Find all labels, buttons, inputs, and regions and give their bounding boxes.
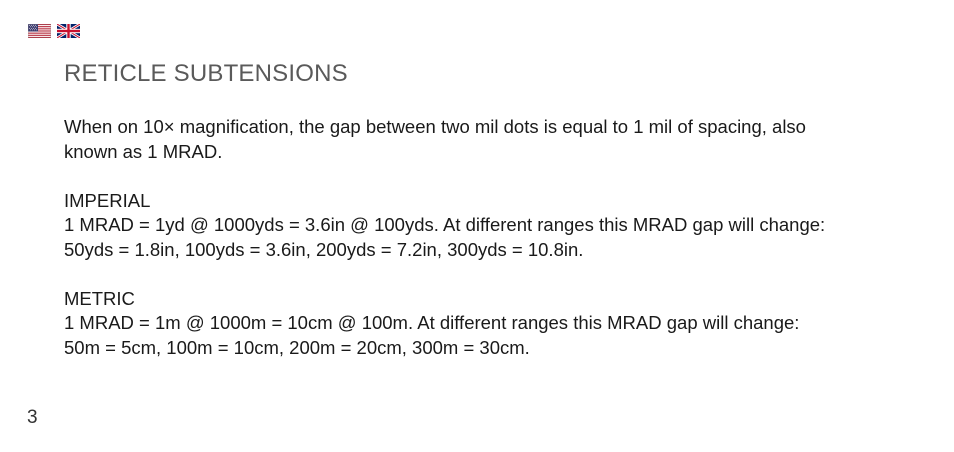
intro-line-1: When on 10× magnification, the gap between two mil dots is equal to 1 mil of spacing, also bbox=[64, 116, 806, 137]
metric-line-2: 50m = 5cm, 100m = 10cm, 200m = 20cm, 300m = 30cm. bbox=[64, 336, 530, 358]
language-selector bbox=[28, 24, 80, 38]
metric-line-1: 1 MRAD = 1m @ 1000m = 10cm @ 100m. At different ranges this MRAD gap will change: bbox=[64, 312, 800, 333]
page-number: 3 bbox=[27, 407, 38, 428]
intro-line-2: known as 1 MRAD. bbox=[64, 140, 223, 162]
spacer bbox=[64, 262, 884, 287]
content-body bbox=[64, 115, 884, 360]
metric-heading: METRIC bbox=[64, 287, 135, 309]
page-title: RETICLE SUBTENSIONS bbox=[64, 60, 348, 87]
uk-flag-icon[interactable] bbox=[57, 24, 80, 38]
imperial-heading: IMPERIAL bbox=[64, 189, 151, 211]
imperial-line-1: 1 MRAD = 1yd @ 1000yds = 3.6in @ 100yds. At different ranges this MRAD gap will change: bbox=[64, 214, 826, 235]
us-flag-icon[interactable] bbox=[28, 24, 51, 38]
spacer bbox=[64, 164, 884, 189]
imperial-line-2: 50yds = 1.8in, 100yds = 3.6in, 200yds = 7.2in, 300yds = 10.8in. bbox=[64, 238, 584, 260]
